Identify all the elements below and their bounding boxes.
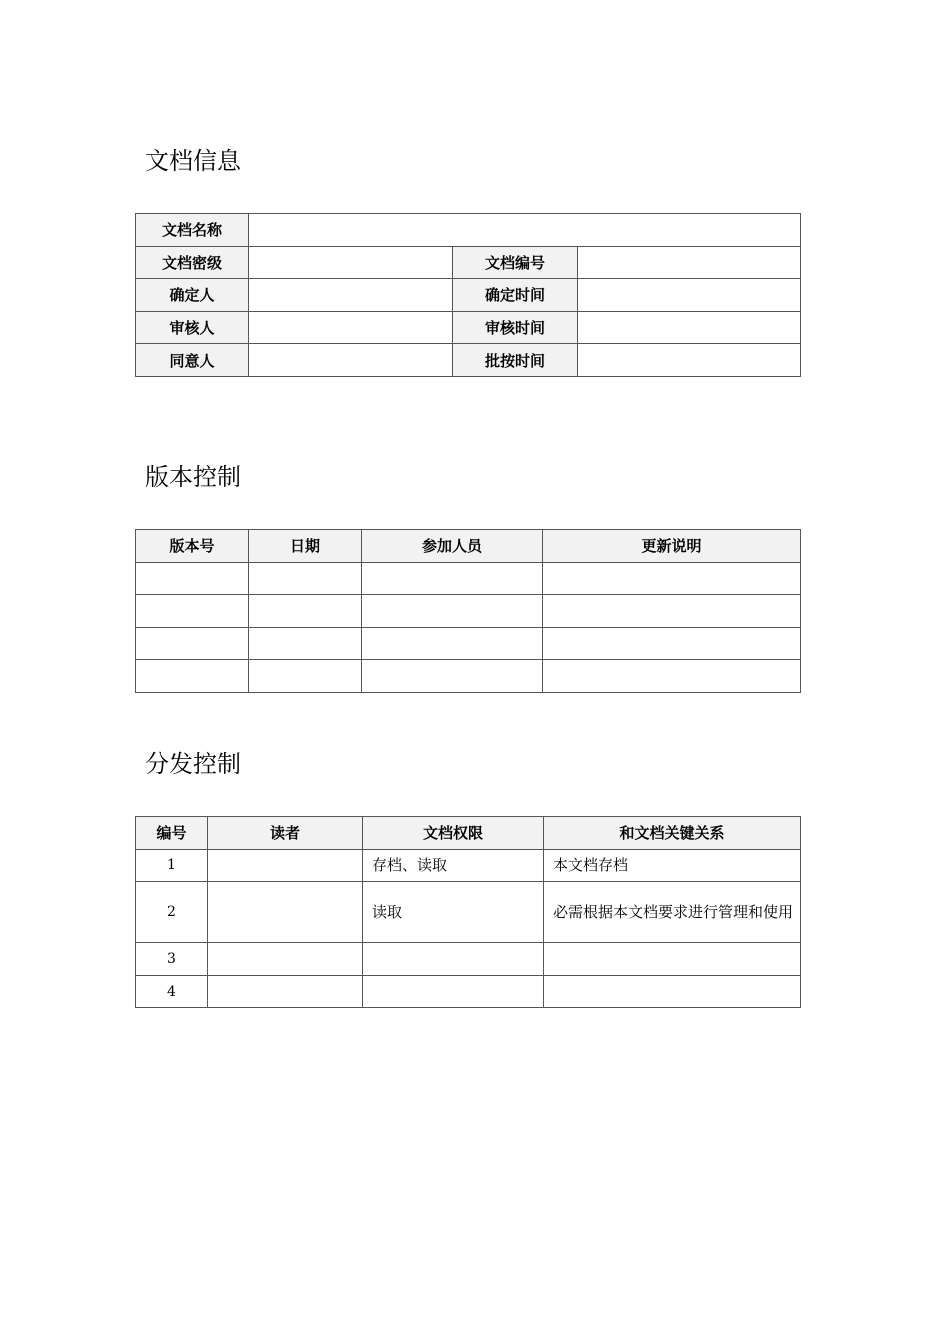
table-cell[interactable] [249,595,362,628]
approve-time-value[interactable] [578,344,801,377]
column-header: 读者 [208,817,363,850]
version-control-title: 版本控制 [145,463,241,491]
table-row [136,943,801,976]
table-cell[interactable] [543,595,801,628]
permission-cell[interactable] [363,943,544,976]
table-row [136,311,801,344]
reviewer-value[interactable] [249,311,453,344]
permission-cell: 读取 [363,882,544,943]
column-header: 版本号 [136,530,249,563]
relation-cell: 必需根据本文档要求进行管理和使用 [544,882,801,943]
doc-secret-label: 文档密级 [136,246,249,279]
table-row [136,882,801,943]
table-row [136,246,801,279]
table-row [136,279,801,312]
table-cell[interactable] [249,627,362,660]
table-cell[interactable] [362,595,543,628]
table-cell[interactable] [543,562,801,595]
table-header-row [136,817,801,850]
table-cell[interactable] [362,627,543,660]
table-cell[interactable] [249,562,362,595]
review-time-value[interactable] [578,311,801,344]
reader-cell[interactable] [208,975,363,1008]
table-row [136,214,801,247]
distribution-control-title: 分发控制 [145,750,241,778]
relation-cell: 本文档存档 [544,849,801,882]
table-cell[interactable] [362,660,543,693]
review-time-label: 审核时间 [453,311,578,344]
row-number: 2 [136,882,208,943]
table-cell[interactable] [543,660,801,693]
confirmer-label: 确定人 [136,279,249,312]
column-header: 和文档关键关系 [544,817,801,850]
table-cell[interactable] [543,627,801,660]
table-cell[interactable] [136,660,249,693]
table-cell[interactable] [136,562,249,595]
table-row [136,660,801,693]
doc-number-value[interactable] [578,246,801,279]
table-cell[interactable] [362,562,543,595]
table-cell[interactable] [136,595,249,628]
reader-cell[interactable] [208,849,363,882]
doc-number-label: 文档编号 [453,246,578,279]
table-row [136,344,801,377]
relation-cell[interactable] [544,975,801,1008]
distribution-table [135,816,801,1008]
approve-time-label: 批按时间 [453,344,578,377]
doc-info-table [135,213,801,377]
doc-info-title: 文档信息 [145,147,241,175]
table-row [136,849,801,882]
doc-name-value[interactable] [249,214,801,247]
reviewer-label: 审核人 [136,311,249,344]
column-header: 参加人员 [362,530,543,563]
permission-cell: 存档、读取 [363,849,544,882]
version-table [135,529,801,693]
table-row [136,595,801,628]
approver-value[interactable] [249,344,453,377]
table-cell[interactable] [249,660,362,693]
table-header-row [136,530,801,563]
column-header: 文档权限 [363,817,544,850]
column-header: 更新说明 [543,530,801,563]
permission-cell[interactable] [363,975,544,1008]
confirm-time-label: 确定时间 [453,279,578,312]
column-header: 日期 [249,530,362,563]
table-row [136,975,801,1008]
relation-cell[interactable] [544,943,801,976]
confirmer-value[interactable] [249,279,453,312]
row-number: 3 [136,943,208,976]
reader-cell[interactable] [208,882,363,943]
doc-name-label: 文档名称 [136,214,249,247]
row-number: 4 [136,975,208,1008]
row-number: 1 [136,849,208,882]
table-cell[interactable] [136,627,249,660]
table-row [136,627,801,660]
column-header: 编号 [136,817,208,850]
table-row [136,562,801,595]
reader-cell[interactable] [208,943,363,976]
confirm-time-value[interactable] [578,279,801,312]
doc-secret-value[interactable] [249,246,453,279]
approver-label: 同意人 [136,344,249,377]
